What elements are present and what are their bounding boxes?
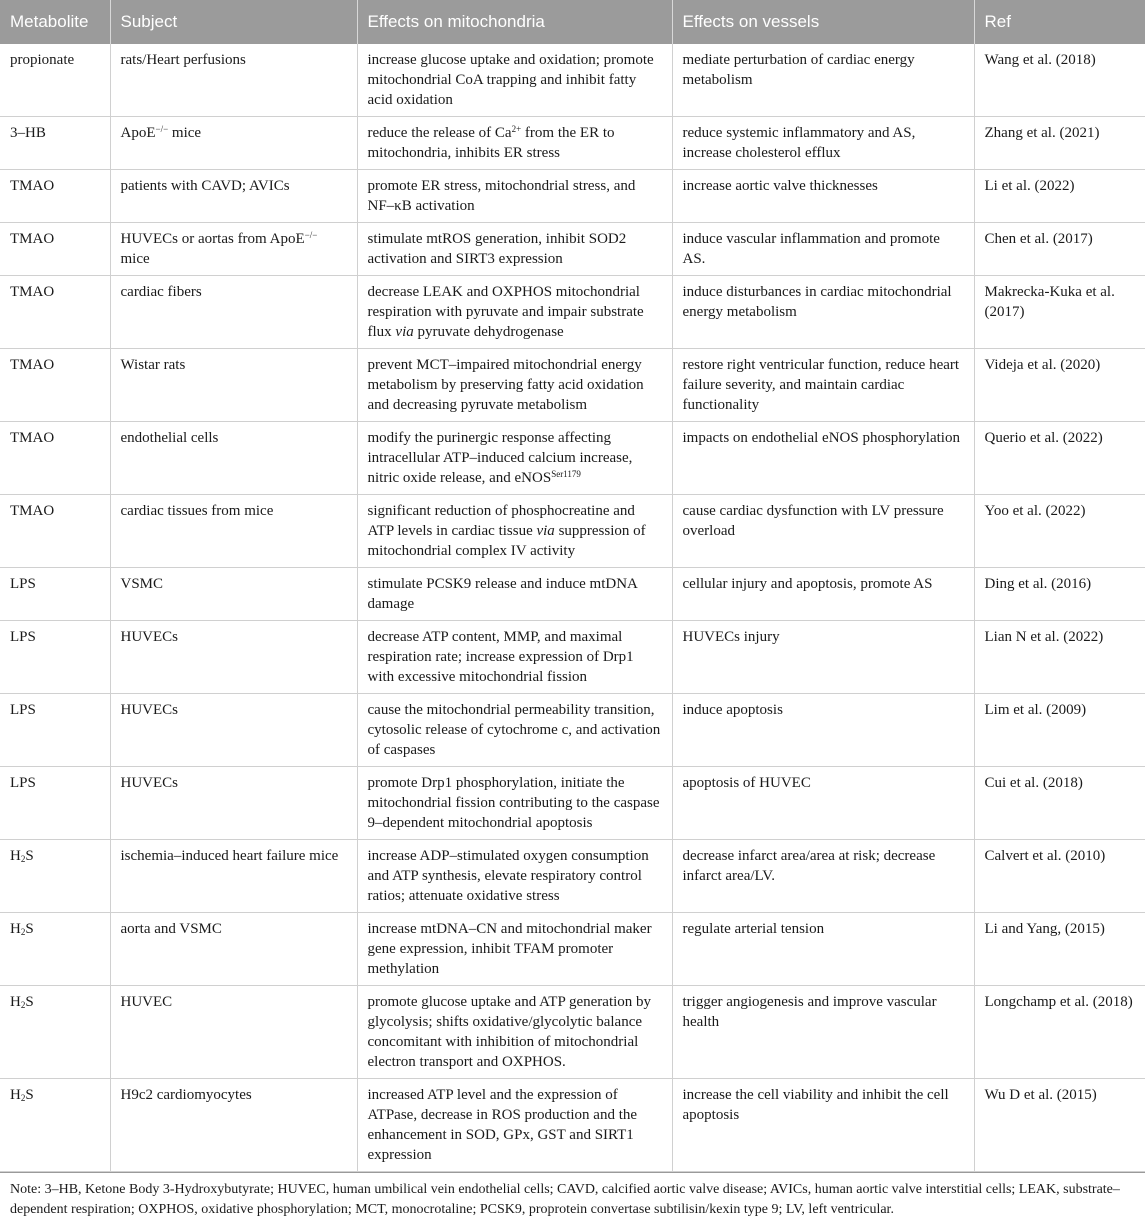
cell-ref: Ding et al. (2016) [974, 568, 1145, 621]
cell-subject: cardiac tissues from mice [110, 495, 357, 568]
cell-ref: Li et al. (2022) [974, 170, 1145, 223]
cell-metabolite: TMAO [0, 276, 110, 349]
cell-ref: Videja et al. (2020) [974, 349, 1145, 422]
cell-effects-vessels: cellular injury and apoptosis, promote AS [672, 568, 974, 621]
cell-subject: HUVECs [110, 621, 357, 694]
cell-subject: HUVECs [110, 767, 357, 840]
cell-subject: patients with CAVD; AVICs [110, 170, 357, 223]
cell-metabolite: LPS [0, 767, 110, 840]
cell-metabolite: 3–HB [0, 117, 110, 170]
cell-ref: Lian N et al. (2022) [974, 621, 1145, 694]
cell-ref: Wu D et al. (2015) [974, 1079, 1145, 1172]
table-row [0, 767, 1145, 840]
cell-effects-mitochondria: promote ER stress, mitochondrial stress, and NF–κB activation [357, 170, 672, 223]
header-metabolite: Metabolite [0, 0, 110, 44]
cell-ref: Makrecka-Kuka et al. (2017) [974, 276, 1145, 349]
cell-effects-vessels: mediate perturbation of cardiac energy metabolism [672, 44, 974, 117]
cell-subject: rats/Heart perfusions [110, 44, 357, 117]
table-row [0, 223, 1145, 276]
table-header [0, 0, 1145, 44]
header-effects-mitochondria: Effects on mitochondria [357, 0, 672, 44]
cell-subject: HUVEC [110, 986, 357, 1079]
cell-effects-mitochondria: cause the mitochondrial permeability transition, cytosolic release of cytochrome c, and activation of caspases [357, 694, 672, 767]
cell-effects-vessels: HUVECs injury [672, 621, 974, 694]
table-note: Note: 3–HB, Ketone Body 3-Hydroxybutyrate; HUVEC, human umbilical vein endothelial cells; CAVD, calcified aortic valve disease; AVICs, human aortic valve interstitial cells; LEAK, substrate–dependent respiration; OXPHOS, oxidative phosphorylation; MCT, monocrotaline; PCSK9, proprotein convertase subtilisin/kexin type 9; LV, left ventricular. [0, 1172, 1145, 1220]
cell-ref: Cui et al. (2018) [974, 767, 1145, 840]
cell-subject: Wistar rats [110, 349, 357, 422]
cell-effects-vessels: increase aortic valve thicknesses [672, 170, 974, 223]
table-row [0, 170, 1145, 223]
cell-subject: ischemia–induced heart failure mice [110, 840, 357, 913]
cell-ref: Longchamp et al. (2018) [974, 986, 1145, 1079]
cell-effects-vessels: induce apoptosis [672, 694, 974, 767]
cell-ref: Lim et al. (2009) [974, 694, 1145, 767]
cell-effects-mitochondria: promote Drp1 phosphorylation, initiate the mitochondrial fission contributing to the caspase 9–dependent mitochondrial apoptosis [357, 767, 672, 840]
cell-ref: Yoo et al. (2022) [974, 495, 1145, 568]
cell-effects-vessels: induce vascular inflammation and promote AS. [672, 223, 974, 276]
cell-effects-vessels: regulate arterial tension [672, 913, 974, 986]
cell-effects-mitochondria: increased ATP level and the expression of ATPase, decrease in ROS production and the enhancement in SOD, GPx, GST and SIRT1 expression [357, 1079, 672, 1172]
table-row [0, 276, 1145, 349]
cell-subject: endothelial cells [110, 422, 357, 495]
cell-ref: Zhang et al. (2021) [974, 117, 1145, 170]
cell-metabolite: $H_2S$ [0, 986, 110, 1079]
table-row [0, 1079, 1145, 1172]
table-row [0, 422, 1145, 495]
cell-effects-mitochondria: stimulate PCSK9 release and induce mtDNA damage [357, 568, 672, 621]
header-row [0, 0, 1145, 44]
cell-metabolite: LPS [0, 694, 110, 767]
cell-metabolite: LPS [0, 568, 110, 621]
cell-metabolite: TMAO [0, 349, 110, 422]
cell-effects-mitochondria: increase glucose uptake and oxidation; promote mitochondrial CoA trapping and inhibit fatty acid oxidation [357, 44, 672, 117]
table-row [0, 495, 1145, 568]
cell-effects-mitochondria: increase mtDNA–CN and mitochondrial maker gene expression, inhibit TFAM promoter methylation [357, 913, 672, 986]
cell-effects-mitochondria: promote glucose uptake and ATP generation by glycolysis; shifts oxidative/glycolytic balance concomitant with inhibition of mitochondrial electron transport and OXPHOS. [357, 986, 672, 1079]
cell-effects-mitochondria: decrease ATP content, MMP, and maximal respiration rate; increase expression of Drp1 with excessive mitochondrial fission [357, 621, 672, 694]
header-subject: Subject [110, 0, 357, 44]
cell-effects-vessels: decrease infarct area/area at risk; decrease infarct area/LV. [672, 840, 974, 913]
cell-effects-mitochondria: stimulate mtROS generation, inhibit SOD2 activation and SIRT3 expression [357, 223, 672, 276]
table-row [0, 44, 1145, 117]
cell-ref: Li and Yang, (2015) [974, 913, 1145, 986]
header-ref: Ref [974, 0, 1145, 44]
cell-metabolite: propionate [0, 44, 110, 117]
cell-subject: aorta and VSMC [110, 913, 357, 986]
cell-effects-vessels: impacts on endothelial eNOS phosphorylation [672, 422, 974, 495]
cell-ref: Wang et al. (2018) [974, 44, 1145, 117]
table-row [0, 986, 1145, 1079]
cell-metabolite: $H_2S$ [0, 1079, 110, 1172]
cell-subject: HUVECs [110, 694, 357, 767]
table-row [0, 117, 1145, 170]
table-row [0, 349, 1145, 422]
header-effects-vessels: Effects on vessels [672, 0, 974, 44]
cell-ref: Querio et al. (2022) [974, 422, 1145, 495]
cell-metabolite: TMAO [0, 495, 110, 568]
cell-metabolite: $H_2S$ [0, 913, 110, 986]
table-row [0, 840, 1145, 913]
cell-effects-mitochondria: significant reduction of phosphocreatine and ATP levels in cardiac tissue via suppression of mitochondrial complex IV activity [357, 495, 672, 568]
cell-subject: HUVECs or aortas from ApoE−/− mice [110, 223, 357, 276]
cell-metabolite: TMAO [0, 422, 110, 495]
cell-ref: Chen et al. (2017) [974, 223, 1145, 276]
cell-metabolite: TMAO [0, 170, 110, 223]
table-row [0, 568, 1145, 621]
cell-metabolite: LPS [0, 621, 110, 694]
cell-effects-vessels: restore right ventricular function, reduce heart failure severity, and maintain cardiac functionality [672, 349, 974, 422]
table-row [0, 621, 1145, 694]
cell-effects-vessels: reduce systemic inflammatory and AS, increase cholesterol efflux [672, 117, 974, 170]
cell-subject: H9c2 cardiomyocytes [110, 1079, 357, 1172]
table-row [0, 694, 1145, 767]
cell-subject: ApoE−/− mice [110, 117, 357, 170]
cell-metabolite: TMAO [0, 223, 110, 276]
cell-effects-mitochondria: modify the purinergic response affecting intracellular ATP–induced calcium increase, nitric oxide release, and eNOS$^{Ser1179}$ [357, 422, 672, 495]
cell-effects-mitochondria: reduce the release of $Ca^{2+}$ from the ER to mitochondria, inhibits ER stress [357, 117, 672, 170]
table-body [0, 44, 1145, 1172]
cell-effects-mitochondria: decrease LEAK and OXPHOS mitochondrial respiration with pyruvate and impair substrate flux via pyruvate dehydrogenase [357, 276, 672, 349]
cell-effects-vessels: increase the cell viability and inhibit the cell apoptosis [672, 1079, 974, 1172]
cell-subject: cardiac fibers [110, 276, 357, 349]
cell-effects-mitochondria: increase ADP–stimulated oxygen consumption and ATP synthesis, elevate respiratory control ratios; attenuate oxidative stress [357, 840, 672, 913]
cell-effects-vessels: apoptosis of HUVEC [672, 767, 974, 840]
cell-metabolite: $H_2S$ [0, 840, 110, 913]
cell-effects-mitochondria: prevent MCT–impaired mitochondrial energy metabolism by preserving fatty acid oxidation and decreasing pyruvate metabolism [357, 349, 672, 422]
table-row [0, 913, 1145, 986]
cell-effects-vessels: induce disturbances in cardiac mitochondrial energy metabolism [672, 276, 974, 349]
cell-effects-vessels: trigger angiogenesis and improve vascular health [672, 986, 974, 1079]
cell-ref: Calvert et al. (2010) [974, 840, 1145, 913]
cell-effects-vessels: cause cardiac dysfunction with LV pressure overload [672, 495, 974, 568]
cell-subject: VSMC [110, 568, 357, 621]
